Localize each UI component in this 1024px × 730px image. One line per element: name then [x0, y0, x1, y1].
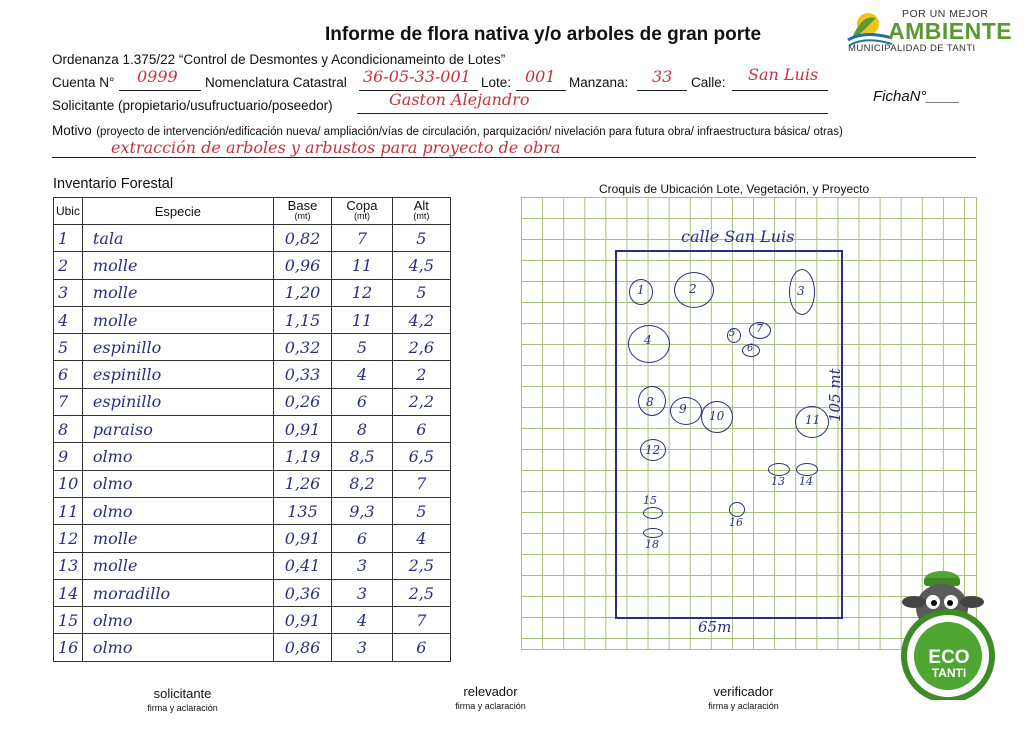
tree-number: 15: [643, 494, 657, 507]
especie-cell: paraiso: [82, 416, 273, 443]
base-cell: 0,32: [273, 334, 332, 361]
tree-number: 5: [729, 328, 736, 339]
cuenta-label: Cuenta N°: [52, 75, 115, 90]
tree-number: 14: [799, 475, 813, 488]
motivo-field[interactable]: [52, 157, 976, 158]
table-row: [54, 306, 451, 333]
tree-number: 16: [729, 516, 743, 529]
tree-marker: [729, 502, 745, 517]
motivo-label: Motivo: [52, 123, 92, 138]
tanti-text: TANTI: [931, 666, 967, 680]
base-header: Base (mt): [273, 198, 332, 225]
motivo-value: extracción de arboles y arbustos para proyecto de obra: [111, 138, 561, 157]
copa-cell: 8: [332, 416, 392, 443]
alt-cell: 5: [392, 279, 450, 306]
table-row: [54, 634, 451, 661]
lote-value: 001: [525, 67, 556, 86]
copa-cell: 8,2: [332, 470, 392, 497]
side-length-label: 105 mt: [826, 368, 844, 422]
table-row: [54, 470, 451, 497]
logo-top-text: POR UN MEJOR: [902, 8, 989, 20]
especie-cell: molle: [82, 552, 273, 579]
especie-cell: espinillo: [82, 334, 273, 361]
solicitante-field[interactable]: [357, 113, 828, 114]
copa-cell: 4: [332, 607, 392, 634]
logo-main-text: AMBIENTE: [888, 18, 1013, 44]
ubic-cell: 6: [54, 361, 83, 388]
especie-cell: espinillo: [82, 388, 273, 415]
table-row: [54, 225, 451, 252]
alt-header: Alt (mt): [392, 198, 450, 225]
base-cell: 1,20: [273, 279, 332, 306]
base-cell: 1,26: [273, 470, 332, 497]
inventory-table: [53, 197, 451, 662]
base-cell: 0,86: [273, 634, 332, 661]
base-cell: 0,96: [273, 252, 332, 279]
tree-number: 10: [709, 409, 725, 423]
tree-number: 2: [689, 282, 697, 296]
especie-cell: molle: [82, 252, 273, 279]
ubic-cell: 5: [54, 334, 83, 361]
solicitante-label: Solicitante (propietario/usufructuario/poseedor): [52, 98, 333, 113]
alt-cell: 6: [392, 634, 450, 661]
especie-cell: olmo: [82, 607, 273, 634]
table-row: [54, 279, 451, 306]
ubic-cell: 7: [54, 388, 83, 415]
copa-cell: 8,5: [332, 443, 392, 470]
manzana-label: Manzana:: [569, 75, 629, 90]
ubic-cell: 1: [54, 225, 83, 252]
base-cell: 0,91: [273, 416, 332, 443]
sheep-mascot-icon: [896, 568, 1006, 700]
calle-label: Calle:: [691, 75, 726, 90]
table-row: [54, 252, 451, 279]
ubic-cell: 11: [54, 497, 83, 524]
bottom-length-label: 65m: [698, 618, 732, 636]
tree-number: 7: [756, 322, 763, 335]
alt-cell: 5: [392, 497, 450, 524]
signature-solicitante[interactable]: solicitante firma y aclaración: [147, 686, 218, 713]
ubic-cell: 9: [54, 443, 83, 470]
copa-cell: 4: [332, 361, 392, 388]
table-row: [54, 607, 451, 634]
especie-cell: olmo: [82, 634, 273, 661]
table-row: [54, 497, 451, 524]
alt-cell: 2,2: [392, 388, 450, 415]
table-row: [54, 361, 451, 388]
tree-number: 13: [771, 475, 785, 488]
ficha-label: FichaN°____: [873, 88, 960, 105]
tree-number: 8: [646, 395, 654, 409]
base-cell: 135: [273, 497, 332, 524]
alt-cell: 2,5: [392, 552, 450, 579]
table-row: [54, 416, 451, 443]
tree-number: 3: [797, 284, 805, 298]
especie-cell: molle: [82, 525, 273, 552]
inventory-title: Inventario Forestal: [53, 176, 174, 192]
tree-number: 9: [679, 402, 687, 416]
base-cell: 0,82: [273, 225, 332, 252]
copa-cell: 9,3: [332, 497, 392, 524]
eco-text: ECO: [928, 647, 970, 668]
alt-cell: 2,5: [392, 579, 450, 606]
especie-cell: moradillo: [82, 579, 273, 606]
ubic-header: Ubic: [54, 198, 83, 225]
ubic-cell: 15: [54, 607, 83, 634]
logo-sub-text: MUNICIPALIDAD DE TANTI: [848, 43, 976, 54]
street-label: calle San Luis: [681, 227, 795, 246]
especie-cell: olmo: [82, 497, 273, 524]
ubic-cell: 16: [54, 634, 83, 661]
especie-cell: tala: [82, 225, 273, 252]
nomenclatura-label: Nomenclatura Catastral: [205, 75, 347, 90]
tree-number: 1: [637, 283, 645, 297]
ubic-cell: 2: [54, 252, 83, 279]
cuenta-value: 0999: [137, 67, 178, 86]
base-cell: 0,91: [273, 525, 332, 552]
copa-cell: 6: [332, 388, 392, 415]
alt-cell: 4: [392, 525, 450, 552]
alt-cell: 6,5: [392, 443, 450, 470]
alt-cell: 4,5: [392, 252, 450, 279]
alt-cell: 4,2: [392, 306, 450, 333]
table-row: [54, 579, 451, 606]
base-cell: 1,15: [273, 306, 332, 333]
ubic-cell: 12: [54, 525, 83, 552]
table-row: [54, 552, 451, 579]
table-row: [54, 443, 451, 470]
copa-header: Copa (mt): [332, 198, 392, 225]
base-cell: 1,19: [273, 443, 332, 470]
inventory-header-row: [54, 198, 451, 225]
especie-cell: olmo: [82, 443, 273, 470]
alt-cell: 7: [392, 607, 450, 634]
solicitante-value: Gaston Alejandro: [389, 90, 530, 109]
ubic-cell: 13: [54, 552, 83, 579]
table-row: [54, 334, 451, 361]
alt-cell: 2,6: [392, 334, 450, 361]
manzana-field[interactable]: [637, 90, 687, 91]
lote-label: Lote:: [481, 75, 512, 90]
alt-cell: 5: [392, 225, 450, 252]
motivo-hint: (proyecto de intervención/edificación nueva/ ampliación/vías de circulación, parquización/ nivelación para futura obra/ infraestructura básica/ otras): [96, 126, 843, 138]
tree-number: 12: [645, 443, 661, 457]
ubic-cell: 3: [54, 279, 83, 306]
alt-cell: 6: [392, 416, 450, 443]
ubic-cell: 4: [54, 306, 83, 333]
page-title: Informe de flora nativa y/o arboles de gran porte: [325, 24, 762, 45]
tree-number: 18: [645, 538, 659, 551]
tree-number: 4: [644, 333, 652, 347]
base-cell: 0,41: [273, 552, 332, 579]
tree-number: 6: [747, 343, 754, 354]
nomenclatura-value: 36-05-33-001: [363, 67, 471, 86]
copa-cell: 3: [332, 634, 392, 661]
copa-cell: 3: [332, 552, 392, 579]
ordinance-text: Ordenanza 1.375/22 “Control de Desmontes y Acondicionameinto de Lotes”: [52, 52, 506, 67]
especie-cell: molle: [82, 279, 273, 306]
ubic-cell: 14: [54, 579, 83, 606]
especie-cell: molle: [82, 306, 273, 333]
ambiente-logo: [846, 6, 1016, 54]
calle-value: San Luis: [748, 65, 819, 84]
alt-cell: 7: [392, 470, 450, 497]
cuenta-field[interactable]: [119, 90, 201, 91]
copa-cell: 5: [332, 334, 392, 361]
copa-cell: 11: [332, 252, 392, 279]
especie-cell: espinillo: [82, 361, 273, 388]
sketch-title: Croquis de Ubicación Lote, Vegetación, y Proyecto: [599, 182, 870, 196]
ubic-cell: 10: [54, 470, 83, 497]
especie-cell: olmo: [82, 470, 273, 497]
signature-relevador[interactable]: relevador firma y aclaración: [455, 684, 526, 711]
leaf-wave-icon: [846, 8, 894, 48]
base-cell: 0,36: [273, 579, 332, 606]
table-row: [54, 388, 451, 415]
tree-number: 11: [805, 413, 821, 427]
tree-marker: [643, 507, 663, 519]
ubic-cell: 8: [54, 416, 83, 443]
copa-cell: 7: [332, 225, 392, 252]
copa-cell: 11: [332, 306, 392, 333]
base-cell: 0,33: [273, 361, 332, 388]
tree-marker: [643, 528, 663, 538]
table-row: [54, 525, 451, 552]
signature-verificador[interactable]: verificador firma y aclaración: [708, 684, 779, 711]
especie-header: Especie: [82, 198, 273, 225]
calle-field[interactable]: [732, 90, 828, 91]
copa-cell: 3: [332, 579, 392, 606]
base-cell: 0,91: [273, 607, 332, 634]
eco-tanti-logo: [896, 568, 1006, 700]
alt-cell: 2: [392, 361, 450, 388]
copa-cell: 12: [332, 279, 392, 306]
manzana-value: 33: [652, 67, 673, 86]
copa-cell: 6: [332, 525, 392, 552]
base-cell: 0,26: [273, 388, 332, 415]
